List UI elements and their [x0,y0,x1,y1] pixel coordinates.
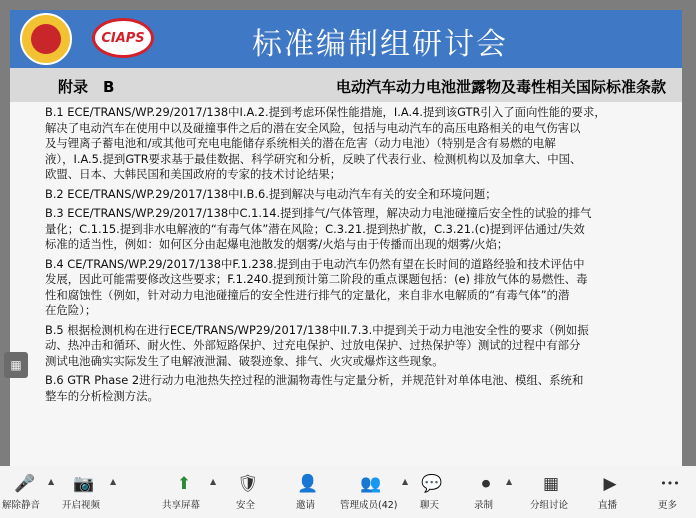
start-video-label: 开启视频 [62,500,101,511]
text-line: 在危险）； [45,303,97,317]
grid-icon: ▦ [10,358,22,372]
text-line: B.2 ECE/TRANS/WP.29/2017/138中I.B.6.提到解决与电动汽车有关的安全和环境问题； [45,186,497,201]
share-screen-button[interactable] [162,466,206,518]
audio-options-caret[interactable]: ▲ [48,477,55,486]
appendix-title: 电动汽车动力电池泄露物及毒性相关国际标准条款 [335,78,666,96]
text-line: 测试电池确实实际发生了电解液泄漏、破裂迹象、排气、火灾或爆炸这些现象。 [45,353,444,368]
invite-button[interactable] [296,466,320,518]
record-label: 录制 [474,500,494,511]
presentation-slide [10,10,682,466]
unmute-button[interactable] [2,466,48,518]
gallery-toggle-tab[interactable] [4,352,28,378]
text-line: 动、热冲击和循环、耐火性、外部短路保护、过充电保护、过放电保护、过热保护等）测试的过程中有部分 [45,338,581,352]
add-user-icon: 👤 [297,474,319,494]
video-options-caret[interactable]: ▲ [110,477,117,486]
text-line: 欧盟、日本、大韩民国和美国政府的专家的技术讨论结果； [45,167,342,181]
slide-header [10,10,682,68]
text-line: 液），I.A.5.提到GTR要求基于最佳数据、科学研究和分析，反映了代表行业、检测机构以及加拿大、中国、 [45,151,582,166]
live-stream-icon: ▶ [603,474,617,494]
ciaps-logo-text: CIAPS [101,31,145,46]
meeting-toolbar [0,466,696,518]
record-icon: ⏺ [481,474,491,494]
seal-inner-emblem [31,24,61,54]
live-stream-label: 直播 [598,500,618,511]
slide-title: 标准编制组研讨会 [252,27,508,62]
text-line: 解决了电动汽车在使用中以及碰撞事件之后的潜在安全风险，包括与电动汽车的高压电路相关的电气伤害以 [45,120,581,135]
paragraph-b2 [45,187,675,203]
appendix-label: 附录 B [58,78,115,96]
share-options-caret[interactable]: ▲ [210,477,217,486]
paragraph-b1 [45,105,675,183]
paragraph-b4 [45,257,675,319]
text-line: 标准的适当性，例如：如何区分由起爆电池散发的烟雾/火焰与由于传播而出现的烟雾/火焰； [45,237,509,251]
text-line: 量化；C.1.15.提到非水电解液的“有毒气体”潜在风险；C.3.21.提到热扩散，C.3.21.(c)提到评估通过/失效 [45,221,585,236]
start-video-button[interactable] [62,466,106,518]
video-camera-off-icon: 📷 [73,474,95,494]
live-stream-button[interactable] [598,466,622,518]
more-label: 更多 [658,500,678,511]
record-options-caret[interactable]: ▲ [506,477,513,486]
text-line: 发展，因此可能需要修改这些要求；F.1.240.提到预计第二阶段的重点课题包括：(e) 排放气体的易燃性、毒 [45,272,588,286]
breakout-rooms-icon: ▦ [542,474,560,494]
text-line: 性和腐蚀性（例如，针对动力电池碰撞后的安全性进行排气的定量化，来自非水电解质的“有毒气体”的潜 [45,287,570,302]
share-screen-label: 共享屏幕 [162,500,201,511]
text-line: B.3 ECE/TRANS/WP.29/2017/138中C.1.14.提到排气/气体管理，解决动力电池碰撞后安全性的试验的排气 [45,206,592,220]
more-icon: ••• [660,477,680,490]
slide-body-text [45,105,675,408]
unmute-label: 解除静音 [2,500,41,511]
share-screen-icon: ⬆ [176,474,192,494]
breakout-rooms-button[interactable] [530,466,572,518]
record-button[interactable] [474,466,498,518]
text-line: B.1 ECE/TRANS/WP.29/2017/138中I.A.2.提到考虑环保性能措施，I.A.4.提到该GTR引入了面向性能的要求， [45,105,606,119]
chat-label: 聊天 [420,500,440,511]
ciaps-logo [92,18,154,58]
chat-icon: 💬 [421,474,443,494]
shield-icon: 🛡 [237,474,259,494]
members-icon: 👥 [360,474,382,494]
chat-button[interactable] [420,466,444,518]
security-button[interactable] [236,466,260,518]
organization-seal-logo [20,13,72,65]
microphone-muted-icon: 🎤 [14,474,36,494]
manage-participants-button[interactable] [340,466,402,518]
text-line: B.6 GTR Phase 2进行动力电池热失控过程的泄漏物毒性与定量分析，并规范针对单体电池、模组、系统和 [45,373,584,387]
text-line: 及与锂离子蓄电池和/或其他可充电电能储存系统相关的潜在危害（动力电池）（特别是含有易燃的电解 [45,136,556,150]
paragraph-b5 [45,323,675,370]
text-line: B.5 根据检测机构在进行ECE/TRANS/WP29/2017/138中II.7.3.中提到关于动力电池安全性的要求（例如振 [45,322,589,337]
security-label: 安全 [236,500,256,511]
more-button[interactable] [658,466,682,518]
manage-participants-label: 管理成员(42) [340,500,398,511]
paragraph-b3 [45,206,675,253]
text-line: B.4 CE/TRANS/WP.29/2017/138中F.1.238.提到由于电动汽车仍然有望在长时间的道路经验和技术评估中 [45,256,585,271]
participants-options-caret[interactable]: ▲ [402,477,409,486]
text-line: 整车的分析检测方法。 [45,388,159,403]
paragraph-b6 [45,373,675,404]
invite-label: 邀请 [296,500,316,511]
breakout-rooms-label: 分组讨论 [530,500,569,511]
